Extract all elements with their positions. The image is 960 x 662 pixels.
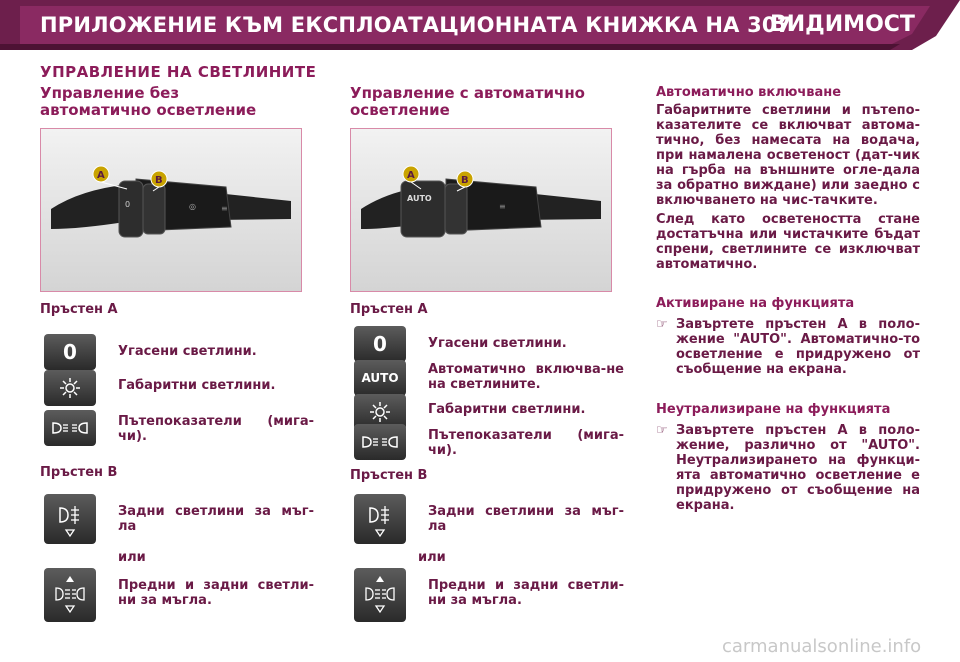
rear-fog-icon [44,494,96,544]
rear-fog-icon [354,494,406,544]
activate-item [656,317,920,377]
photo-label-a: A [97,170,105,181]
header-title: ПРИЛОЖЕНИЕ КЪМ ЕКСПЛОАТАЦИОННАТА КНИЖКА НА 307 [40,13,792,37]
middle-item-rear-fog: Задни светлини за мъг-ла [354,494,624,544]
middle-heading-line1: Управление с автоматично [350,84,585,102]
deactivate-block [656,402,920,513]
left-heading [40,85,256,119]
left-heading-line2: автоматично осветление [40,101,257,119]
left-item-parking: Габаритни светлини. [44,370,314,406]
left-heading-line1: Управление без [40,84,180,102]
dipped-beam-icon [354,424,406,460]
photo-label-b-auto: B [461,175,469,186]
photo-ring-off: 0 [125,200,131,209]
auto-heading: Автоматично включване [656,85,842,100]
deactivate-text: Завъртете пръстен А в поло-жение, различно от "AUTO". Неутрализирането на функци-ята автоматично осветление е придружено от съобщение на екрана. [676,423,920,513]
activate-text: Завъртете пръстен А в поло-жение "AUTO". Автоматично-то осветление е придружено от съобщение на екрана. [676,317,920,377]
left-item-rear-fog: Задни светлини за мъг-ла [44,494,314,544]
section-title: УПРАВЛЕНИЕ НА СВЕТЛИНИТЕ [40,63,317,81]
left-item-dipped: Пътепоказатели (мига-чи). [44,410,314,446]
middle-ring-b-label: Пръстен В [350,468,428,483]
left-item-off: 0 Угасени светлини. [44,334,314,370]
watermark: carmanualsonline.info [722,636,922,657]
svg-text:◎: ◎ [189,202,196,211]
middle-ring-a-label: Пръстен А [350,302,428,317]
hand-pointer-icon: ☞ [656,317,668,332]
auto-paragraph-2: След като осветеността стане достатъчна или чистачките бъдат спрени, светлините се изключват автоматично. [656,212,920,272]
middle-item-parking: Габаритни светлини. [354,394,624,430]
activate-block [656,296,920,377]
header-banner [0,0,960,50]
hand-pointer-icon: ☞ [656,423,668,438]
stalk-photo-manual [40,128,302,292]
middle-item-dipped: Пътепоказатели (мига-чи). [354,424,624,460]
auto-icon: AUTO [354,360,406,396]
middle-heading-line2: осветление [350,101,450,119]
header-section: ВИДИМОСТ [770,12,915,37]
stalk-photo-auto [350,128,612,292]
front-rear-fog-icon [354,568,406,622]
dipped-beam-icon [44,410,96,446]
activate-heading: Активиране на функцията [656,296,855,311]
photo-ring-auto: AUTO [407,194,432,203]
middle-or-text: или [418,550,446,565]
middle-heading [350,85,585,119]
svg-text:≡: ≡ [499,202,506,211]
off-icon: 0 [354,326,406,362]
auto-paragraph-1: Габаритните светлини и пътепо-казателите се включват автома-тично, без намесата на водача, при намалена осветеност (дат-чик на гърба на външните огле-дала за обратно виждане) или заедно с включването на чис-тачките. [656,103,920,208]
deactivate-item [656,423,920,513]
photo-label-a-auto: A [407,170,415,181]
auto-lighting-block [656,85,920,272]
photo-label-b: B [155,175,163,186]
front-rear-fog-icon [44,568,96,622]
svg-text:≡: ≡ [221,204,228,213]
left-ring-b-label: Пръстен В [40,465,118,480]
left-item-front-rear-fog: Предни и задни светли-ни за мъгла. [44,568,314,622]
middle-item-auto: AUTO Автоматично включва-не на светлините. [354,360,624,396]
off-icon: 0 [44,334,96,370]
deactivate-heading: Неутрализиране на функцията [656,402,891,417]
left-or-text: или [118,550,146,565]
middle-item-off: 0 Угасени светлини. [354,326,624,362]
parking-light-icon [44,370,96,406]
left-ring-a-label: Пръстен А [40,302,118,317]
middle-item-front-rear-fog: Предни и задни светли-ни за мъгла. [354,568,624,622]
